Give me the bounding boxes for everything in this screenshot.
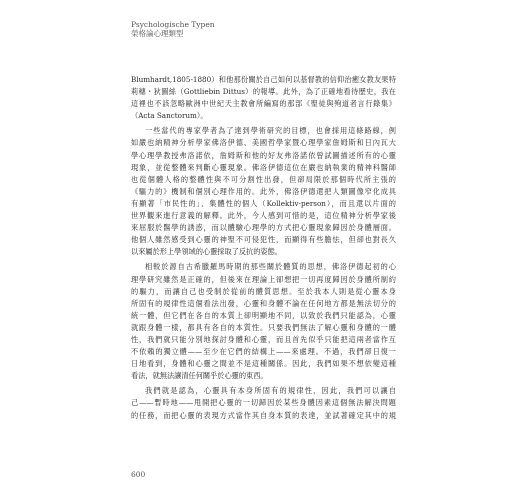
text-line: 我們就是認為，心靈具有本身所固有的規律性，因此，我們可以讓自: [145, 386, 396, 396]
text-line: 《驅力的》機制和個別心理作用的。此外，佛洛伊德還把人類圖像窄化成具: [131, 186, 396, 196]
running-head: [131, 20, 215, 38]
text-line: 現象，並從整體來判斷心靈現象。佛洛伊德這位在嚴也納執業的精神科醫師: [131, 162, 396, 172]
text-line: 以來屬於形上學領域的心靈採取了反抗的姿態。: [131, 247, 282, 257]
text-line: 不依賴的獨立體——至少在它們的結構上——來處理。不過，我們卻日復一: [131, 347, 396, 357]
body-text: [131, 74, 396, 422]
text-line: 的驅力，而讓自己也受制於從前的體質思想。至於我本人則是從心靈本身: [131, 286, 396, 296]
text-line: （Acta Sanctorum）。: [131, 111, 208, 121]
text-line: 看法，就無法讓清任何關乎於心靈的東西。: [131, 371, 268, 381]
text-line: 日地看到，身體和心靈之間並不是這種關係。因此，我們如果不想依變這種: [131, 359, 396, 369]
paragraph: [131, 261, 396, 382]
running-head-title-zh: 榮格論心理類型: [131, 29, 184, 38]
text-line: 如嚴也納精神分析學家佛洛伊德、美國哲學家暨心理學家詹姆斯和日內瓦大: [131, 138, 396, 148]
text-line: 這裡也不該忽略歐洲中世紀天主教會所編寫的那部《聖徒與殉道者言行錄集》: [131, 99, 396, 109]
text-line: 的任務，而把心靈的表現方式當作其自身本質的表達，並試著確定其中的規: [131, 410, 396, 420]
text-line: 己——暫時地——甩開把心靈的一切歸因於某些身體因素這個無法解決問題: [131, 398, 396, 408]
text-line: Blumhardt,1805-1880）和他那份關於自己如何以基督教的信仰治癒女教友果特: [131, 75, 396, 84]
text-line: 他個人雖然感受到心靈的神聖不可侵犯性，而顯得有些膽怯，但卻也對長久: [131, 235, 396, 245]
text-line: 統一體，但它們在各自的本質上卻明顯地不同，以致於我們只能認為，心靈: [131, 310, 396, 320]
text-line: 莉穗・狄圖絲（Gottliebin Dittus）的報導。此外，為了正確地看待歷史，我在: [131, 87, 396, 97]
text-line: 也從個體人格的整體性與不可分割性出發，但卻局限於那個時代所主張的: [131, 174, 396, 184]
text-line: 理學研究雖然是正確的，但後來在理論上卻想把一切再度歸因於身體所制約: [131, 274, 396, 284]
text-line: 一些當代的專家學者為了達到學術研究的目標，也會採用這條路線，例: [145, 126, 396, 136]
paragraph: [131, 385, 396, 421]
text-line: 所固有的規律性這個看法出發，心靈和身體不論在任何地方都是無法切分的: [131, 298, 396, 308]
page-number: 600: [131, 470, 146, 479]
text-line: 有顯著「市民性的」、集體性的個人（Kollektiv-person），而且還以片面的: [131, 198, 396, 208]
text-line: 學心理學教授弗洛諾依，詹姆斯和他的好友弗洛諾依曾試圖描述所有的心靈: [131, 150, 396, 160]
text-line: 就跟身體一樣，都具有各自的本質性。只要我們無法了解心靈和身體的一體: [131, 322, 396, 332]
text-line: 來屈服於醫學的誘惑，而以體驗心理學的方式把心靈現象歸因於身體層面。: [131, 223, 396, 233]
text-line: 世界觀來進行意義的解釋。此外，今人感到可惜的是，這位精神分析學家後: [131, 211, 396, 221]
text-line: 相較於源自古希臘羅馬時期的那些關於體質的思想，佛洛伊德起初的心: [145, 262, 396, 272]
paragraph: [131, 74, 396, 122]
paragraph: [131, 125, 396, 258]
running-head-title-en: Psychologische Typen: [131, 20, 215, 29]
text-line: 性，我們就只能分別地探討身體和心靈，而且首先似乎只能把這兩者當作互: [131, 334, 396, 344]
